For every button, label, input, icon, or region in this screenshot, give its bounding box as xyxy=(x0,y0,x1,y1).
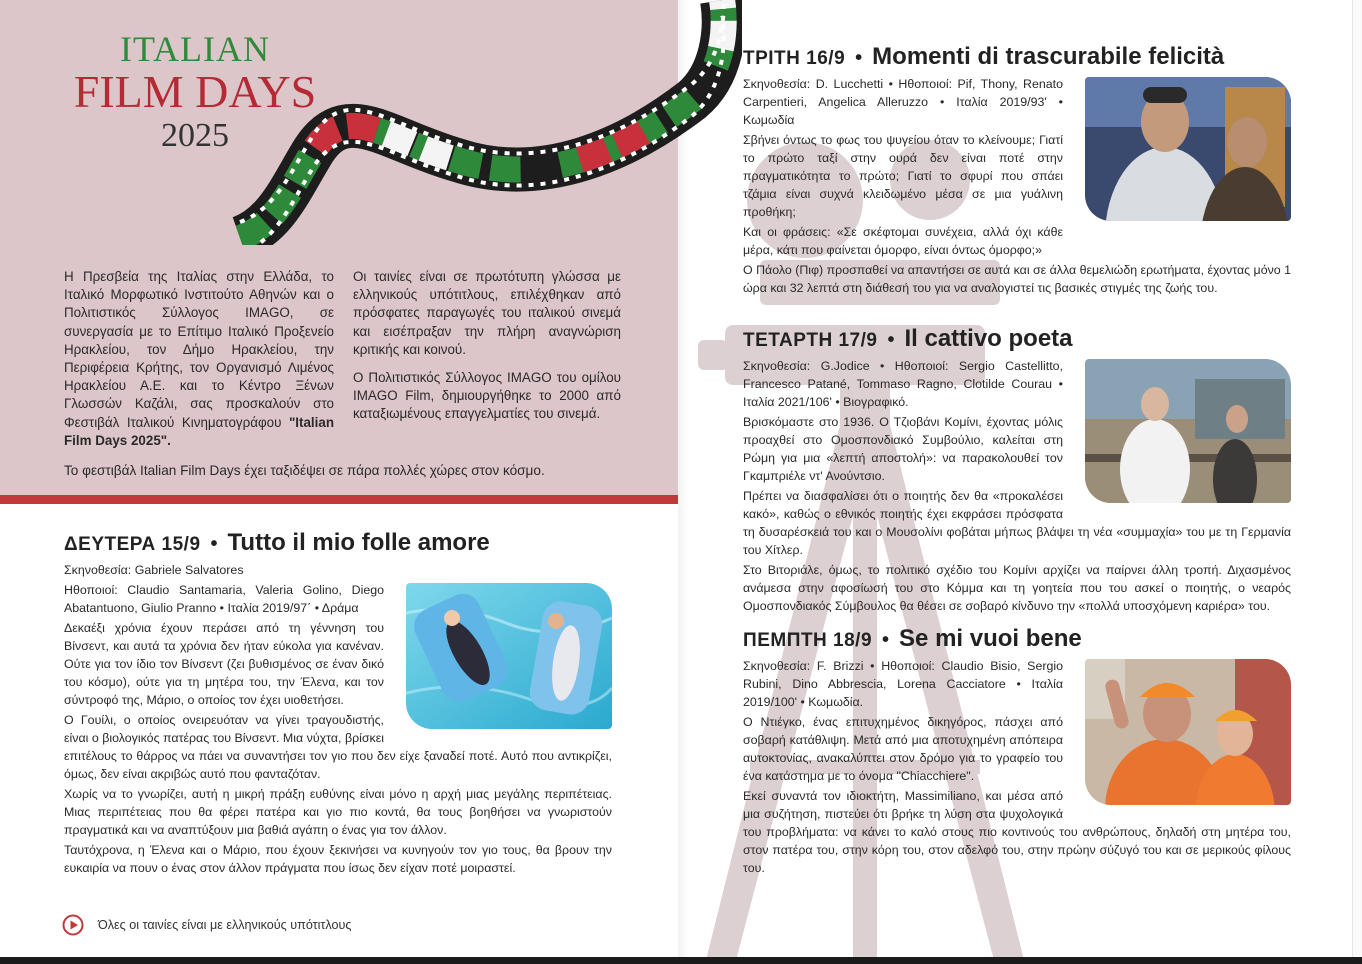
screening-day: ΤΕΤΑΡΤΗ 17/9 xyxy=(743,330,878,351)
film-cast: Ηθοποιοί: Claudio Santamaria, Valeria Golino, Diego Abatantuono, Giulio Pranno • Ιταλία 2019/97΄ • Δράμα xyxy=(64,583,384,615)
play-circle-icon xyxy=(62,914,84,936)
film-name: Il cattivo poeta xyxy=(904,325,1073,352)
film-synopsis-2: Πρέπει να διασφαλίσει ότι ο ποιητής δεν θα «προκαλέσει κακό», καθώς ο εθνικός ποιητής έχει εκφράσει πρόσφατα τη δυσαρέσκειά του και ο Μουσολίνι φοβάται μήπως βλάψει τη νέα «συμμαχία» του με τη Γερμανία του Χίτλερ. xyxy=(743,489,1291,557)
film-still-climbers-photo xyxy=(1085,659,1291,805)
intro-paragraph-2: Οι ταινίες είναι σε πρωτότυπη γλώσσα με ελληνικούς υπότιτλους, επιλέχθηκαν από πρόσφατες παραγωγές του ιταλικού σινεμά και εισέπραξαν την πλήρη αναγνώριση κριτικής και κοινού. xyxy=(353,269,621,357)
title-bullet: • xyxy=(855,47,863,69)
screening-day: ΔΕΥΤΕΡΑ 15/9 xyxy=(64,534,201,555)
film-name: Tutto il mio folle amore xyxy=(227,529,490,556)
logo-line-italian: ITALIAN xyxy=(119,29,271,69)
film-synopsis-4: Ταυτόχρονα, η Έλενα και ο Μάριο, που έχουν ξεκινήσει να κυνηγούν τον γιο τους, θα βρουν την ευκαιρία να πουν ο ένας στον άλλον πράγματα που ίσως δεν είχαν ποτέ μοιραστεί. xyxy=(64,843,612,875)
intro-column-2 xyxy=(353,268,621,434)
film-director: Σκηνοθεσία: D. Lucchetti • Ηθοποιοί: Pif, Thony, Renato Carpentieri, Angelica Alleruzzo • Ιταλία 2019/93' • Κωμωδία xyxy=(743,77,1063,127)
film-synopsis-1: Ο Ντιέγκο, ένας επιτυχημένος δικηγόρος, πάσχει από σοβαρή κατάθλιψη. Μετά από μια αποτυχημένη απόπειρα αυτοκτονίας, ανακαλύπτει στον δρόμο για το γραφείο του ένα κατάστημα με το όνομα "Chiacchiere". xyxy=(743,715,1063,783)
screening-day: ΤΡΙΤΗ 16/9 xyxy=(743,48,846,69)
subtitle-note xyxy=(62,914,351,936)
film-name: Se mi vuoi bene xyxy=(899,625,1082,652)
intro-column-1 xyxy=(64,268,334,460)
title-bullet: • xyxy=(210,533,218,555)
title-bullet: • xyxy=(882,629,890,651)
film-title-row xyxy=(64,529,612,556)
film-entry-wednesday xyxy=(743,325,1291,617)
film-name: Momenti di trascurabile felicità xyxy=(872,43,1225,70)
film-still-pool-photo xyxy=(406,583,612,729)
film-synopsis-2: Ο Γουίλι, ο οποίος ονειρευόταν να γίνει τραγουδιστής, είναι ο βιολογικός πατέρας του Βίνσεντ. Μια νύχτα, βρίσκει επιτέλους το θάρρος να πάει να συναντήσει τον γιο που δεν είχε ξαναδεί ποτέ. Αυτό που αντικρίζει, όμως, δεν είναι ακριβώς αυτό που φανταζόταν. xyxy=(64,713,612,781)
film-director: Σκηνοθεσία: G.Jodice • Ηθοποιοί: Sergio Castellitto, Francesco Patané, Tommaso Ragno, Clotilde Courau • Ιταλία 2021/106' • Βιογραφικό. xyxy=(743,359,1063,409)
film-synopsis-3: Ο Πάολο (Πιφ) προσπαθεί να απαντήσει σε αυτά και σε άλλα θεμελιώδη ερωτήματα, έχοντας μόνο 1 ώρα και 32 λεπτά στη διάθεσή του για να αναλογιστεί τις βασικές στιγμές της ζωής του. xyxy=(743,263,1291,295)
film-still-two-men-photo xyxy=(1085,77,1291,221)
film-still-poet-photo xyxy=(1085,359,1291,503)
film-title-row xyxy=(743,325,1291,352)
festival-logo xyxy=(60,30,330,156)
film-title-row xyxy=(743,43,1291,70)
title-bullet: • xyxy=(887,329,895,351)
logo-line-film-days: FILM DAYS xyxy=(73,66,317,117)
intro-paragraph-1 xyxy=(64,268,334,450)
film-synopsis-1: Δεκαέξι χρόνια έχουν περάσει από τη γέννηση του Βίνσεντ, και αυτά τα χρόνια δεν ήταν εύκολα για κανέναν. Ούτε για τον ίδιο τον Βίνσεντ (ζει βυθισμένος σε έναν δικό του κόσμο), ούτε για τη μητέρα του, την Έλενα, και τον σύντροφό της, Μάριο, ο οποίος τον έχει υιοθετήσει. xyxy=(64,621,384,707)
screening-day: ΠΕΜΠΤΗ 18/9 xyxy=(743,630,873,651)
intro-festival-name: "Italian Film Days 2025". xyxy=(64,414,334,448)
film-synopsis-3: Χωρίς να το γνωρίζει, αυτή η μικρή πράξη ευθύνης είναι μόνο η αρχή μιας μεγάλης περιπέτειας. Μιας περιπέτειας που θα φέρει πατέρα και γιο πιο κοντά, θα τους βοηθήσει να γνωριστούν πραγματικά και να αναπτύξουν μια βαθιά αγάπη ο ένας για τον άλλον. xyxy=(64,787,612,837)
film-entry-thursday xyxy=(743,625,1291,879)
red-divider xyxy=(0,495,678,504)
film-director: Σκηνοθεσία: F. Brizzi • Ηθοποιοί: Claudio Bisio, Sergio Rubini, Dino Abbrescia, Lorena Cacciatore • Ιταλία 2019/100' • Κωμωδία. xyxy=(743,659,1063,709)
film-synopsis-1: Σβήνει όντως το φως του ψυγείου όταν το κλείνουμε; Γιατί το πρώτο ταξί στην ουρά δεν είναι ποτέ στην πραγματικότητα το πρώτο; Γιατί το σφυρί που σπάει τζάμια είναι συχνά κλειδωμένο μέσα σε μια γυάλινη προθήκη; xyxy=(743,133,1063,219)
page-edge xyxy=(1352,0,1362,964)
intro-text: Η Πρεσβεία της Ιταλίας στην Ελλάδα, το Ιταλικό Μορφωτικό Ινστιτούτο Αθηνών και ο Πολιτιστικός Σύλλογος IMAGO, σε συνεργασία με το Επίτιμο Ιταλικό Προξενείο Ηρακλείου, τον Δήμο Ηρακλείου, την Περιφέρεια Κρήτης, τον Οργανισμό Λιμένος Ηρακλείου Α.Ε. και το Κέντρο Ξένων Γλωσσών Καζάλι, σας προσκαλούν στο Φεστιβάλ Ιταλικού Κινηματογράφου xyxy=(64,269,334,430)
film-director: Σκηνοθεσία: Gabriele Salvatores xyxy=(64,563,244,577)
logo-line-year: 2025 xyxy=(161,117,229,154)
bottom-bar xyxy=(0,957,1362,964)
film-synopsis-2: Και οι φράσεις: «Σε σκέφτομαι συνέχεια, αλλά όχι κάθε μέρα, κάτι που φαίνεται όμορφο, είναι όντως όμορφο;» xyxy=(743,225,1063,257)
intro-paragraph-3: Ο Πολιτιστικός Σύλλογος IMAGO του ομίλου IMAGO Film, δημιουργήθηκε το 2000 από καταξιωμένους επαγγελματίες του σινεμά. xyxy=(353,370,621,422)
subtitle-note-text: Όλες οι ταινίες είναι με ελληνικούς υπότιτλους xyxy=(98,918,352,932)
film-entry-monday xyxy=(64,529,612,879)
film-title-row xyxy=(743,625,1291,652)
film-synopsis-1: Βρισκόμαστε στο 1936. Ο Τζιοβάνι Κομίνι, έχοντας μόλις προαχθεί στο Ομοσπονδιακό Συμβούλιο, καλείται στη Ρώμη για μια «λεπτή αποστολή»: να παρακολουθεί τον Γκαμπριέλε ντ' Ανούντσιο. xyxy=(743,415,1063,483)
film-synopsis-3: Στο Βιτοριάλε, όμως, το πολιτικό σχέδιο του Κομίνι αρχίζει να παίρνει άλλη τροπή. Διχασμένος ανάμεσα στην αφοσίωσή του στο Κόμμα και τη γοητεία που του ασκεί ο ποιητής, ο νεαρός Ομοσπονδιακός Σύμβουλος θα θέσει σε σοβαρό κίνδυνο την «πολλά υποσχόμενη καριέρα» του. xyxy=(743,563,1291,613)
film-synopsis-2: Εκεί συναντά τον ιδιοκτήτη, Massimiliano, και μέσα από μια συζήτηση, πιστεύει ότι βρήκε τη λύση στα ψυχολογικά του προβλήματα: να κάνει το καλό στους πιο κοντινούς του ανθρώπους, δηλαδή στη μητέρα του, στον πατέρα του, στην κόρη του, στον αδελφό του, στην πρώην σύζυγό του και σε μερικούς φίλους του. xyxy=(743,789,1291,875)
intro-travel-note: Το φεστιβάλ Italian Film Days έχει ταξιδέψει σε πάρα πολλές χώρες στον κόσμο. xyxy=(64,463,545,478)
film-entry-tuesday xyxy=(743,43,1291,299)
